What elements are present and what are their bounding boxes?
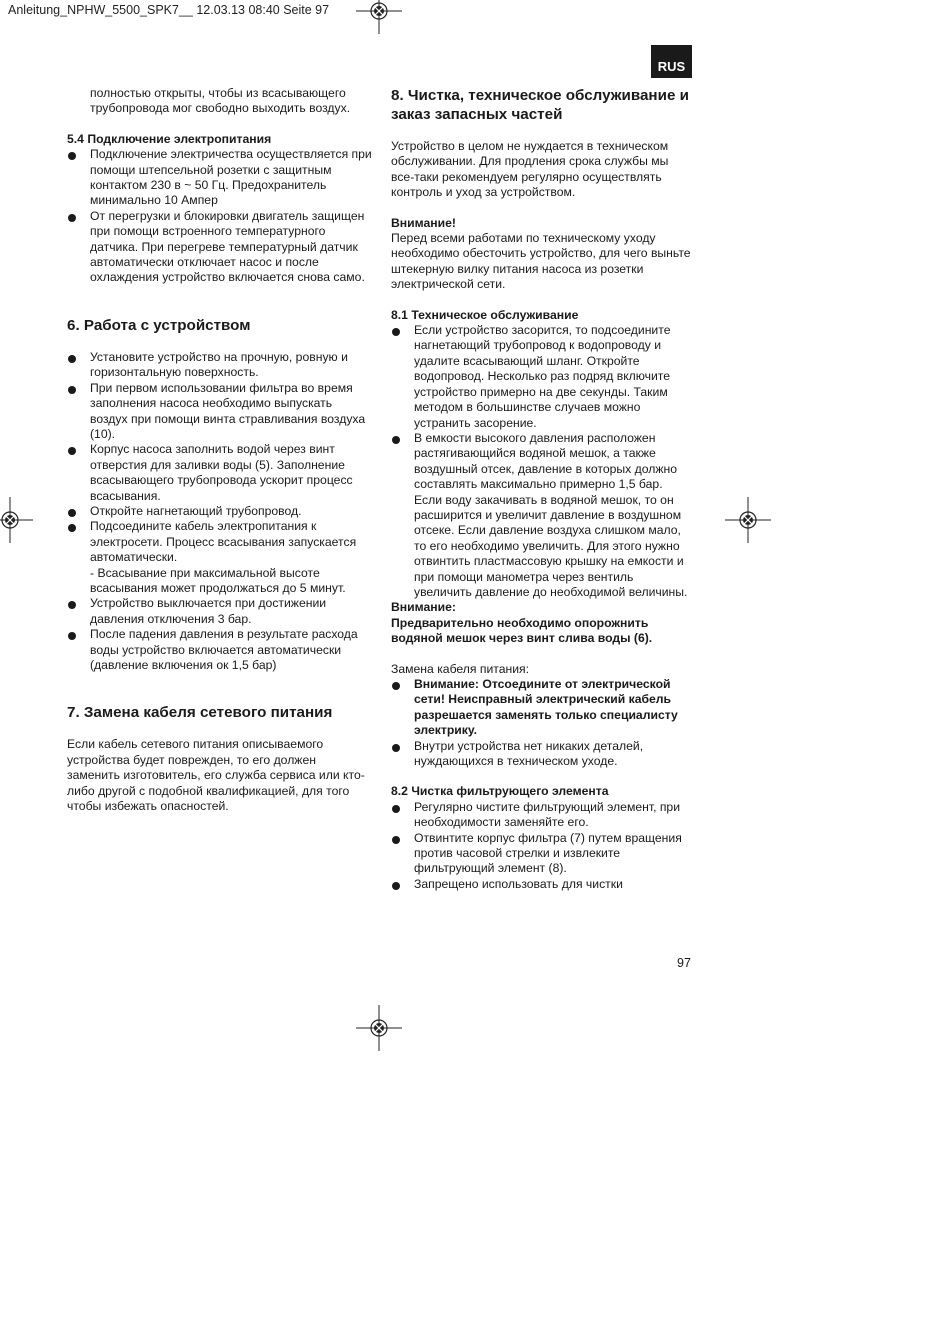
section-8-1-list bbox=[391, 323, 693, 600]
section-8-title: 8. Чистка, техническое обслуживание и заказ запасных частей bbox=[391, 87, 689, 123]
list-item: После падения давления в результате расхода воды устройство включается автоматически (давление включения ок 1,5 бар) bbox=[67, 627, 372, 673]
registration-mark-icon bbox=[356, 1005, 402, 1051]
section-5-4-list bbox=[67, 147, 372, 286]
cable-replacement-label: Замена кабеля питания: bbox=[391, 661, 530, 676]
section-8-intro: Устройство в целом не нуждается в техническом обслуживании. Для продления срока службы мы все-таки рекомендуем регулярно осуществлять контроль и уход за устройством. bbox=[391, 139, 669, 200]
warning-label: Внимание: bbox=[391, 600, 456, 615]
registration-mark-icon bbox=[725, 497, 771, 543]
list-item: При первом использовании фильтра во время заполнения насоса необходимо выпускать воздух при помощи винта стравливания воздуха (10). bbox=[67, 381, 372, 443]
list-item-note: - Всасывание при максимальной высоте всасывания может продолжаться до 5 минут. bbox=[90, 565, 346, 595]
list-item: В емкости высокого давления расположен растягивающийся водяной мешок, а также воздушный отсек, давление в которых должно составлять максимально примерно 1,5 бар. Если воду закачивать в водяной мешок, то он расширится и увеличит давление в воздушном отсеке. Если давление воздуха слишком мало, то его необходимо увеличить. Для этого нужно отвинтить пластмассовую крышку на емкости и при помощи манометра через вентиль увеличить давление до необходимой величины. bbox=[391, 431, 693, 600]
attention-label: Внимание! bbox=[391, 215, 456, 230]
list-item: Устройство выключается при достижении давления отключения 3 бар. bbox=[67, 596, 372, 627]
section-6-title: 6. Работа с устройством bbox=[67, 316, 251, 334]
registration-mark-icon bbox=[0, 497, 33, 543]
list-item: Откройте нагнетающий трубопровод. bbox=[67, 504, 372, 519]
list-item-text: Подсоедините кабель электропитания к электросети. Процесс всасывания запускается автоматически. bbox=[90, 519, 357, 565]
list-item: Отвинтите корпус фильтра (7) путем вращения против часовой стрелки и извлеките фильтрующий элемент (8). bbox=[391, 831, 693, 877]
section-7-text: Если кабель сетевого питания описываемого устройства будет поврежден, то его должен заменить изготовитель, его служба сервиса или кто-либо другой с подобной квалификацией, для того чтобы избежать опасностей. bbox=[67, 737, 365, 814]
intro-text: полностью открыты, чтобы из всасывающего трубопровода мог свободно выходить воздух. bbox=[90, 86, 351, 116]
registration-mark-icon bbox=[356, 0, 402, 34]
section-8-2-title: 8.2 Чистка фильтрующего элемента bbox=[391, 784, 609, 799]
cable-list bbox=[391, 677, 693, 769]
section-6-list bbox=[67, 350, 372, 674]
list-item: Установите устройство на прочную, ровную и горизонтальную поверхность. bbox=[67, 350, 372, 381]
left-column bbox=[67, 86, 372, 814]
section-8-1-title: 8.1 Техническое обслуживание bbox=[391, 307, 579, 322]
list-item: Внимание: Отсоедините от электрической сети! Неисправный электрический кабель разрешается заменять только специалисту электрику. bbox=[391, 677, 693, 739]
list-item: Регулярно чистите фильтрующий элемент, при необходимости заменяйте его. bbox=[391, 800, 693, 831]
section-7-title: 7. Замена кабеля сетевого питания bbox=[67, 704, 333, 722]
file-header: Anleitung_NPHW_5500_SPK7__ 12.03.13 08:40 Seite 97 bbox=[8, 3, 330, 17]
list-item: Корпус насоса заполнить водой через винт отверстия для заливки воды (5). Заполнение всасывающего трубопровода ускорит процесс всасывания. bbox=[67, 442, 372, 504]
list-item: Подключение электричества осуществляется при помощи штепсельной розетки с защитным контактом 230 в ~ 50 Гц. Предохранитель минимально 10 Ампер bbox=[67, 147, 372, 209]
list-item: Запрещено использовать для чистки bbox=[391, 877, 693, 892]
page-number: 97 bbox=[677, 956, 691, 970]
section-8-2-list bbox=[391, 800, 693, 892]
language-tab: RUS bbox=[651, 45, 692, 78]
right-column bbox=[391, 86, 693, 892]
list-item: От перегрузки и блокировки двигатель защищен при помощи встроенного температурного датчика. При перегреве температурный датчик автоматически отключает насос и после охлаждения устройство включается снова само. bbox=[67, 209, 372, 286]
section-5-4-title: 5.4 Подключение электропитания bbox=[67, 131, 272, 146]
list-item bbox=[67, 519, 372, 596]
attention-text: Перед всеми работами по техническому уходу необходимо обесточить устройство, для чего выньте штекерную вилку питания насоса из розетки электрической сети. bbox=[391, 231, 691, 292]
list-item: Если устройство засорится, то подсоедините нагнетающий трубопровод к водопроводу и удалите всасывающий шланг. Откройте водопровод. Несколько раз подряд включите устройство примерно на две секунды. Таким методом в большинстве случаев можно устранить засорение. bbox=[391, 323, 693, 431]
list-item: Внутри устройства нет никаких деталей, нуждающихся в техническом уходе. bbox=[391, 739, 693, 770]
warning-text: Предварительно необходимо опорожнить водяной мешок через винт слива воды (6). bbox=[391, 615, 653, 646]
